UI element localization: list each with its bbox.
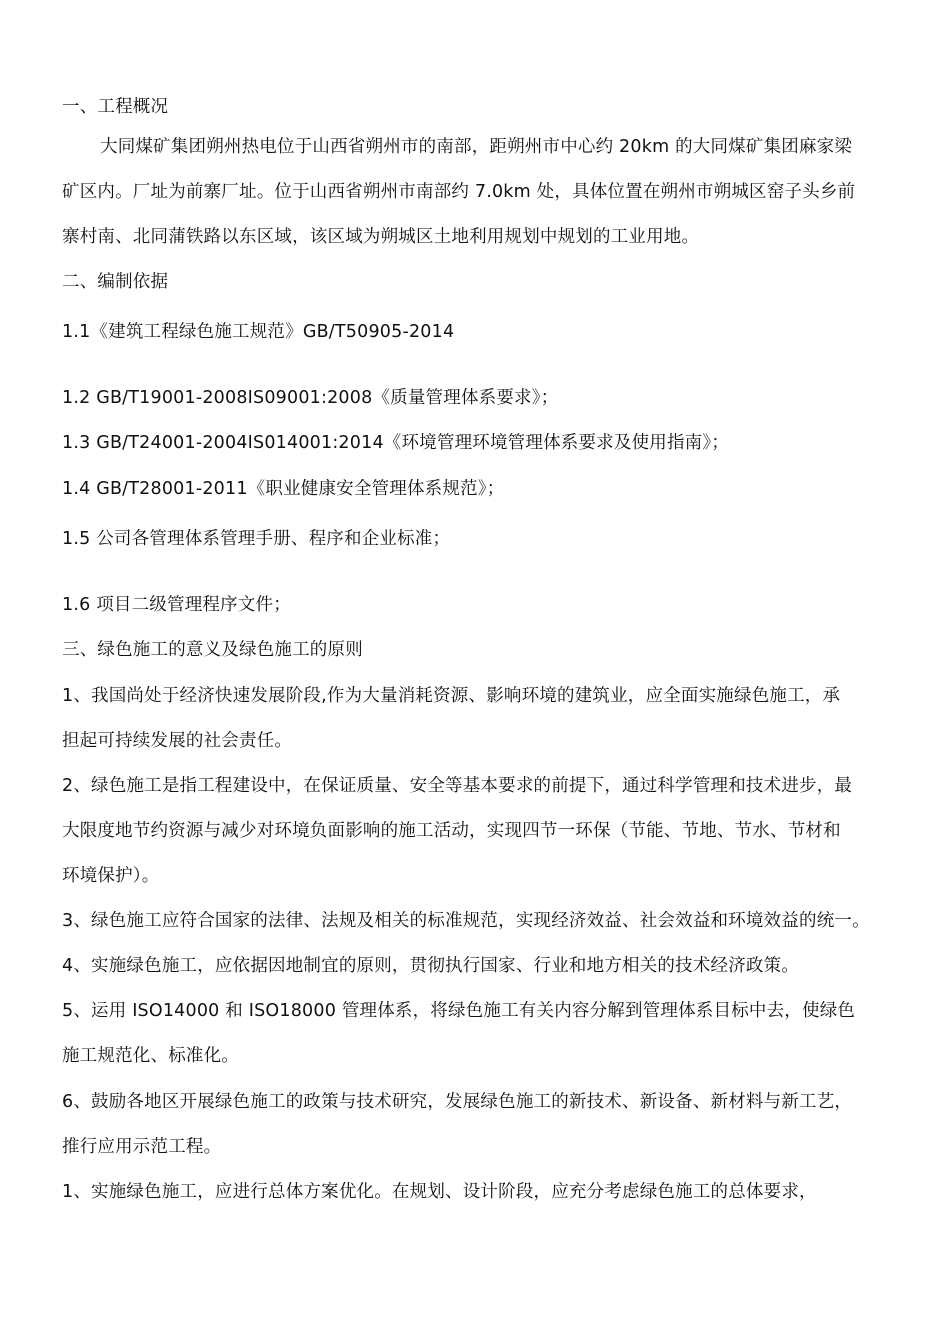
- basis-item: 1.1《建筑工程绿色施工规范》GB/T50905-2014: [62, 322, 455, 342]
- principle-line: 5、运用 ISO14000 和 ISO18000 管理体系，将绿色施工有关内容分解到管理体系目标中去，使绿色: [62, 1001, 856, 1021]
- principle-line: 担起可持续发展的社会责任。: [62, 731, 293, 751]
- principle-line: 2、绿色施工是指工程建设中，在保证质量、安全等基本要求的前提下，通过科学管理和技术进步，最: [62, 776, 853, 796]
- principle-line: 1、实施绿色施工，应进行总体方案优化。在规划、设计阶段，应充分考虑绿色施工的总体要求，: [62, 1182, 817, 1202]
- basis-item: 1.3 GB/T24001-2004IS014001:2014《环境管理环境管理体系要求及使用指南》；: [62, 433, 730, 453]
- principle-line: 推行应用示范工程。: [62, 1137, 222, 1157]
- principle-line: 大限度地节约资源与减少对环境负面影响的施工活动，实现四节一环保（节能、节地、节水、节材和: [62, 821, 841, 841]
- basis-item: 1.5 公司各管理体系管理手册、程序和企业标准；: [62, 529, 451, 549]
- paragraph-line: 寨村南、北同蒲铁路以东区域，该区域为朔城区土地利用规划中规划的工业用地。: [62, 227, 700, 247]
- section-heading-overview: 一、工程概况: [62, 97, 169, 117]
- basis-item: 1.6 项目二级管理程序文件；: [62, 595, 291, 615]
- principle-line: 施工规范化、标准化。: [62, 1046, 239, 1066]
- principle-line: 3、绿色施工应符合国家的法律、法规及相关的标准规范，实现经济效益、社会效益和环境效益的统一。: [62, 911, 870, 931]
- paragraph-line: 大同煤矿集团朔州热电位于山西省朔州市的南部，距朔州市中心约 20km 的大同煤矿集团麻家梁: [100, 137, 853, 157]
- paragraph-line: 矿区内。厂址为前寨厂址。位于山西省朔州市南部约 7.0km 处，具体位置在朔州市朔城区窑子头乡前: [62, 182, 856, 202]
- principle-line: 6、鼓励各地区开展绿色施工的政策与技术研究，发展绿色施工的新技术、新设备、新材料与新工艺，: [62, 1092, 853, 1112]
- principle-line: 1、我国尚处于经济快速发展阶段,作为大量消耗资源、影响环境的建筑业，应全面实施绿色施工，承: [62, 686, 841, 706]
- section-heading-principles: 三、绿色施工的意义及绿色施工的原则: [62, 640, 363, 660]
- basis-item: 1.2 GB/T19001-2008IS09001:2008《质量管理体系要求》；: [62, 388, 559, 408]
- principle-line: 4、实施绿色施工，应依据因地制宜的原则，贯彻执行国家、行业和地方相关的技术经济政策。: [62, 956, 800, 976]
- basis-item: 1.4 GB/T28001-2011《职业健康安全管理体系规范》；: [62, 479, 505, 499]
- principle-line: 环境保护）。: [62, 866, 160, 886]
- section-heading-basis: 二、编制依据: [62, 272, 169, 292]
